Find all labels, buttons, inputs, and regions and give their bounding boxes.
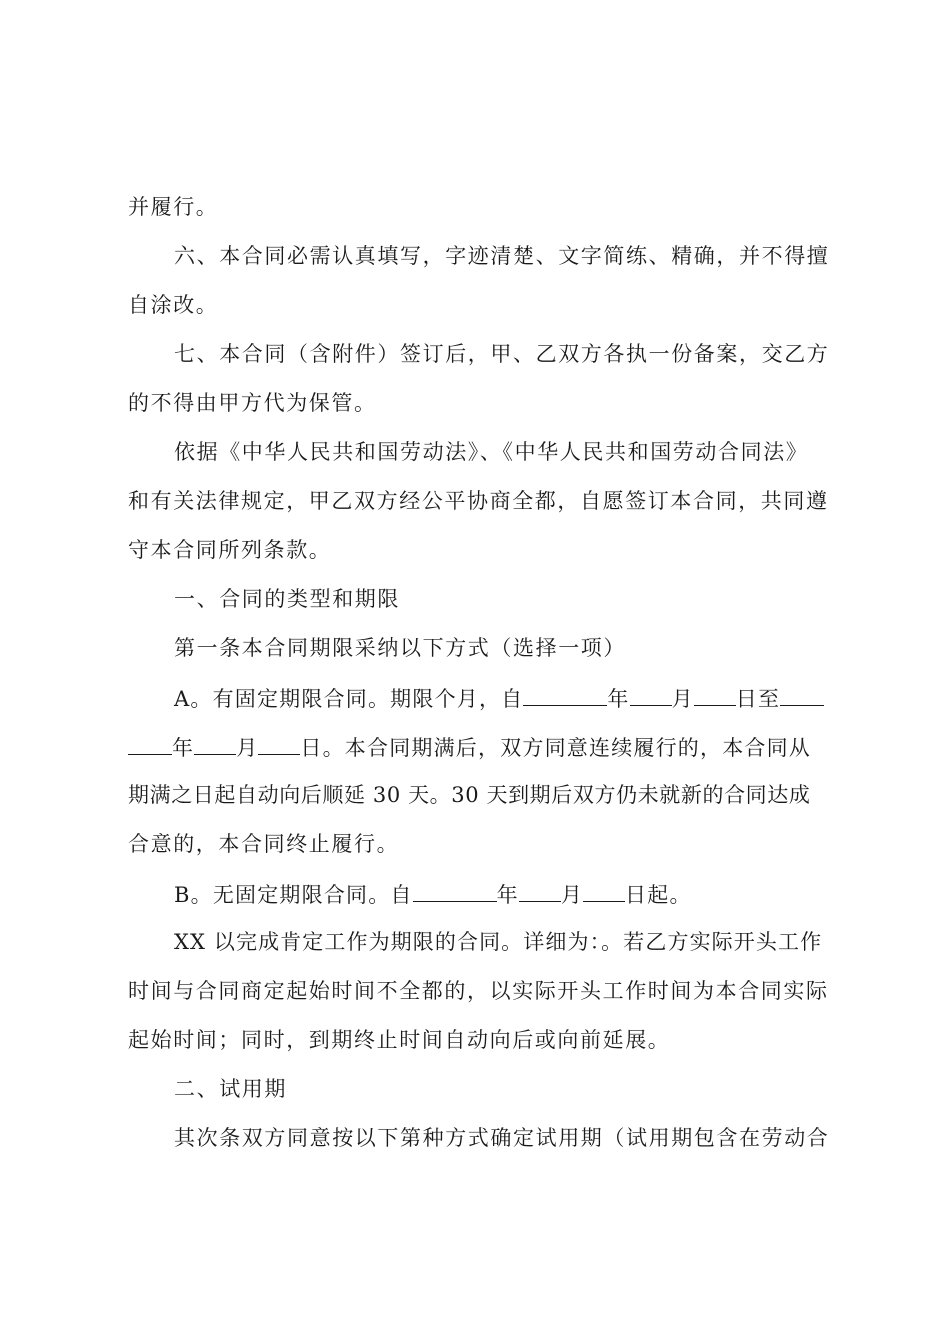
option-a-line bbox=[174, 683, 833, 713]
paragraph-line: 并履行。 bbox=[128, 195, 219, 219]
paragraph-line: 合意的，本合同终止履行。 bbox=[128, 832, 400, 856]
paragraph-line: 和有关法律规定，甲乙双方经公平协商全都，自愿签订本合同，共同遵 bbox=[128, 489, 829, 513]
blank-field bbox=[583, 879, 625, 902]
option-a-line-2 bbox=[128, 732, 833, 762]
paragraph-line: 自涂改。 bbox=[128, 293, 219, 317]
year-label: 年 bbox=[496, 883, 519, 907]
month-label: 月 bbox=[236, 736, 259, 760]
blank-field bbox=[780, 683, 824, 706]
paragraph-line: 的不得由甲方代为保管。 bbox=[128, 391, 377, 415]
month-label: 月 bbox=[671, 687, 694, 711]
article-line: 第一条本合同期限采纳以下方式（选择一项） bbox=[174, 636, 626, 660]
day-start-label: 日起。 bbox=[625, 883, 692, 907]
blank-field bbox=[413, 879, 497, 902]
blank-field bbox=[523, 683, 607, 706]
blank-field bbox=[128, 732, 172, 755]
option-a-continued: 日。本合同期满后，双方同意连续履行的，本合同从 bbox=[300, 736, 812, 760]
section-heading: 一、合同的类型和期限 bbox=[174, 587, 400, 611]
year-label: 年 bbox=[172, 736, 195, 760]
paragraph-line: 七、本合同（含附件）签订后，甲、乙双方各执一份备案，交乙方 bbox=[174, 342, 830, 366]
option-b-text: B。无固定期限合同。自 bbox=[174, 883, 413, 907]
paragraph-line: 起始时间；同时，到期终止时间自动向后或向前延展。 bbox=[128, 1028, 671, 1052]
year-label: 年 bbox=[607, 687, 630, 711]
paragraph-line: 守本合同所列条款。 bbox=[128, 538, 332, 562]
blank-field bbox=[519, 879, 561, 902]
paragraph-line: 六、本合同必需认真填写，字迹清楚、文字简练、精确，并不得擅 bbox=[174, 244, 830, 268]
blank-field bbox=[258, 732, 300, 755]
section-heading: 二、试用期 bbox=[174, 1077, 287, 1101]
blank-field bbox=[630, 683, 672, 706]
paragraph-line: 依据《中华人民共和国劳动法》、《中华人民共和国劳动合同法》 bbox=[174, 440, 809, 464]
blank-field bbox=[694, 683, 736, 706]
month-label: 月 bbox=[560, 883, 584, 907]
day-to-label: 日至 bbox=[735, 687, 781, 711]
article-line: 其次条双方同意按以下第种方式确定试用期（试用期包含在劳动合 bbox=[174, 1126, 830, 1150]
paragraph-line: 期满之日起自动向后顺延 30 天。30 天到期后双方仍未就新的合同达成 bbox=[128, 783, 811, 807]
blank-field bbox=[194, 732, 236, 755]
paragraph-line: XX 以完成肯定工作为期限的合同。详细为：。若乙方实际开头工作 bbox=[174, 930, 823, 954]
option-b-line bbox=[174, 879, 833, 909]
paragraph-line: 时间与合同商定起始时间不全都的，以实际开头工作时间为本合同实际 bbox=[128, 979, 829, 1003]
option-a-text: A。有固定期限合同。期限个月，自 bbox=[174, 687, 524, 711]
